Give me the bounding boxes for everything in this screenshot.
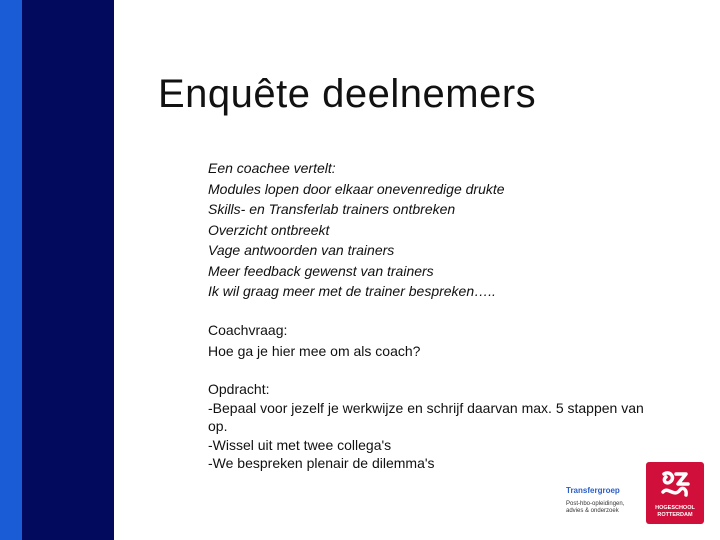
transfergroep-logo (566, 486, 646, 515)
coachee-item: Vage antwoorden van trainers (208, 242, 395, 258)
coachvraag-question: Hoe ga je hier mee om als coach? (208, 342, 421, 359)
hogeschool-name-line: ROTTERDAM (657, 511, 693, 518)
coachee-intro: Een coachee vertelt: (208, 160, 336, 176)
coachee-item: Modules lopen door elkaar onevenredige drukte (208, 180, 505, 197)
left-accent-stripe-light (0, 0, 22, 540)
opdracht-step: -Bepaal voor jezelf je werkwijze en schrijf daarvan max. 5 stappen van op. (208, 399, 644, 434)
opdracht-step: -We bespreken plenair de dilemma's (208, 455, 435, 471)
opdracht-step: -Wissel uit met twee collega's (208, 436, 392, 453)
hogeschool-rotterdam-logo (646, 462, 704, 524)
coachee-item: Meer feedback gewenst van trainers (208, 262, 434, 279)
coachee-item: Overzicht ontbreekt (208, 221, 330, 238)
transfergroep-tagline-line: advies & onderzoek (566, 508, 619, 514)
coachee-statement-list (208, 158, 653, 302)
transfergroep-name: Transfergroep (566, 486, 620, 495)
transfergroep-tagline-line: Post-hbo-opleidingen, (566, 501, 625, 507)
hogeschool-emblem-icon (658, 468, 692, 502)
hogeschool-name (648, 505, 702, 518)
hogeschool-name-line: HOGESCHOOL (655, 505, 695, 511)
left-accent-stripe-dark (22, 0, 114, 540)
coachvraag-section (208, 320, 653, 361)
coachee-item: Ik wil graag meer met de trainer bespreken….. (208, 283, 496, 299)
opdracht-label: Opdracht: (208, 381, 270, 397)
coachee-item: Skills- en Transferlab trainers ontbreken (208, 201, 456, 217)
slide-title: Enquête deelnemers (158, 72, 537, 116)
transfergroep-tagline (566, 501, 646, 515)
opdracht-section (208, 380, 653, 473)
coachvraag-label: Coachvraag: (208, 322, 288, 338)
